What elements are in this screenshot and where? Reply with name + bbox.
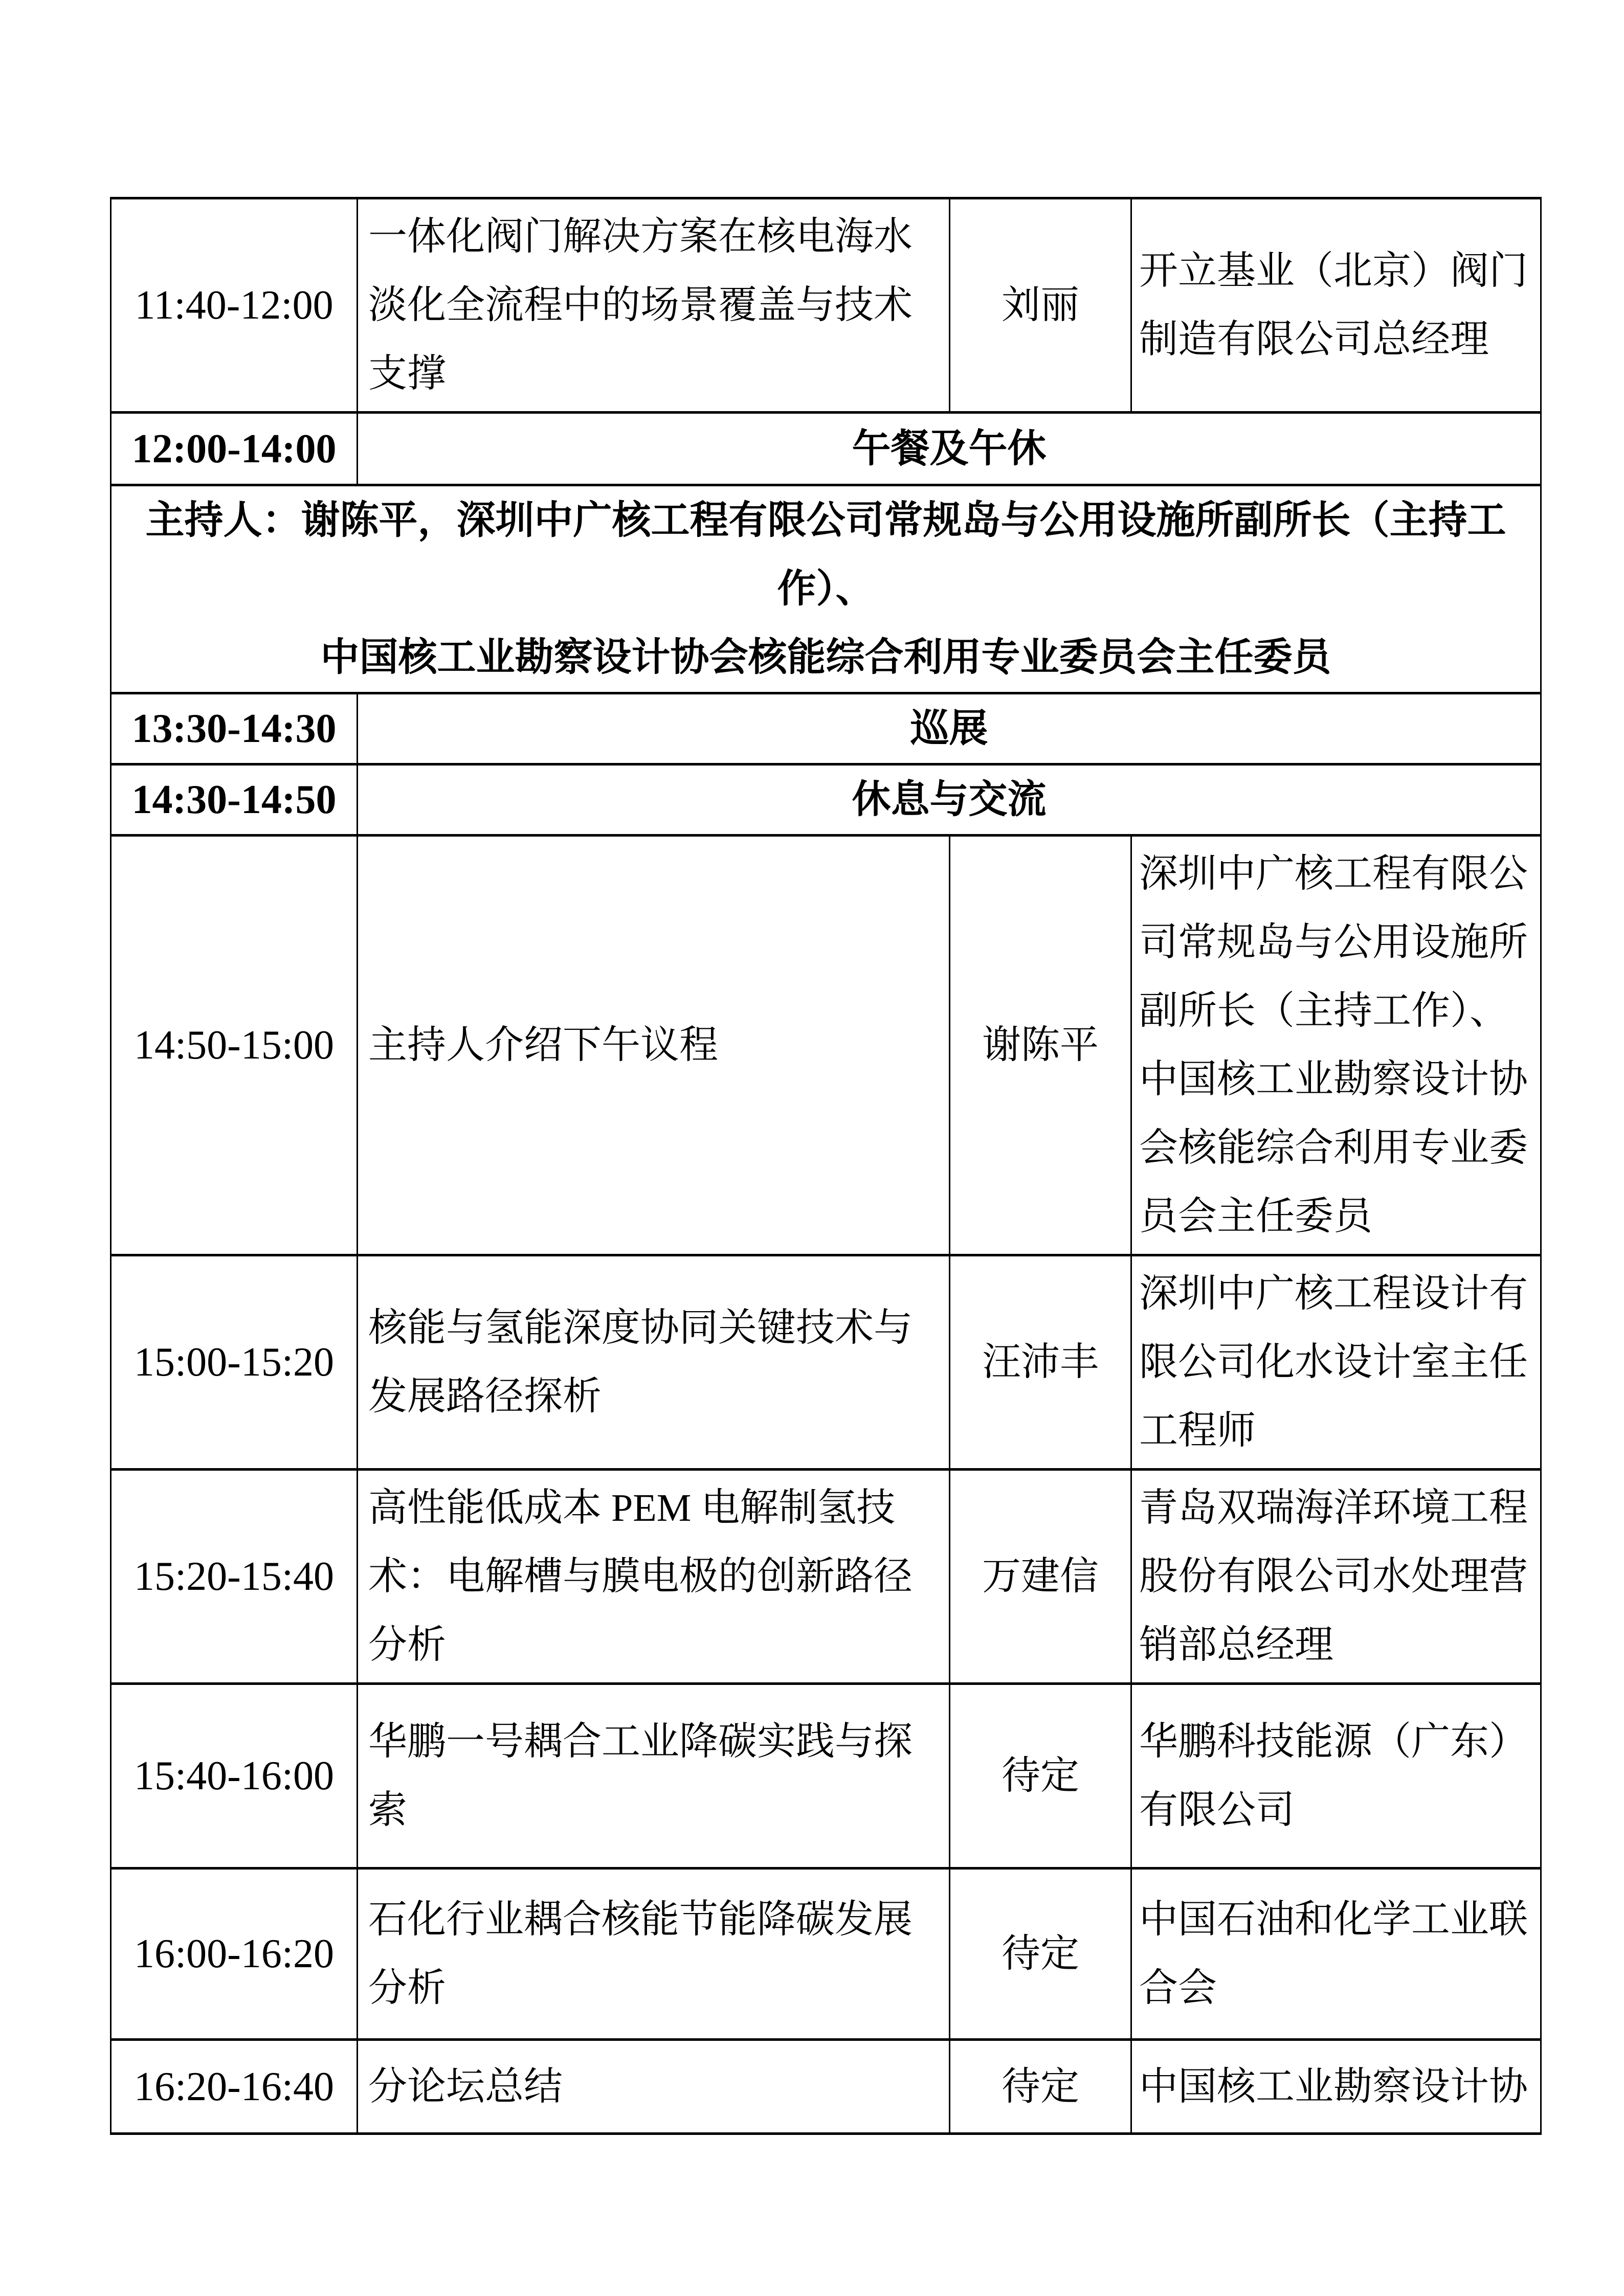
time-cell: 14:50-15:00 [111,836,358,1255]
speaker-cell: 刘丽 [950,198,1131,413]
time-cell: 15:40-16:00 [111,1684,358,1869]
agenda-row [111,198,1541,413]
moderator-cell [111,485,1541,693]
agenda-row [111,1684,1541,1869]
time-cell: 14:30-14:50 [111,764,358,836]
break-label-cell: 午餐及午休 [358,413,1541,485]
time-cell: 15:20-15:40 [111,1470,358,1684]
break-label-cell: 巡展 [358,693,1541,764]
agenda-row [111,1255,1541,1470]
topic-cell: 核能与氢能深度协同关键技术与发展路径探析 [358,1255,950,1470]
agenda-row [111,1869,1541,2040]
agenda-row [111,1470,1541,1684]
speaker-cell: 汪沛丰 [950,1255,1131,1470]
time-cell: 15:00-15:20 [111,1255,358,1470]
agenda-row [111,693,1541,764]
affiliation-cell: 中国石油和化学工业联合会 [1131,1869,1541,2040]
moderator-line-2: 中国核工业勘察设计协会核能综合利用专业委员会主任委员 [320,636,1331,679]
topic-cell: 一体化阀门解决方案在核电海水淡化全流程中的场景覆盖与技术支撑 [358,198,950,413]
time-cell: 13:30-14:30 [111,693,358,764]
speaker-cell: 谢陈平 [950,836,1131,1255]
speaker-cell: 待定 [950,2040,1131,2134]
topic-cell: 石化行业耦合核能节能降碳发展分析 [358,1869,950,2040]
agenda-row [111,836,1541,1255]
agenda-row [111,413,1541,485]
affiliation-cell: 华鹏科技能源（广东）有限公司 [1131,1684,1541,1869]
topic-cell: 华鹏一号耦合工业降碳实践与探索 [358,1684,950,1869]
topic-cell: 高性能低成本 PEM 电解制氢技术：电解槽与膜电极的创新路径分析 [358,1470,950,1684]
affiliation-cell: 深圳中广核工程有限公司常规岛与公用设施所副所长（主持工作）、中国核工业勘察设计协会核能综合利用专业委员会主任委员 [1131,836,1541,1255]
agenda-row [111,2040,1541,2134]
time-cell: 11:40-12:00 [111,198,358,413]
affiliation-cell: 深圳中广核工程设计有限公司化水设计室主任工程师 [1131,1255,1541,1470]
topic-cell: 分论坛总结 [358,2040,950,2134]
affiliation-cell: 青岛双瑞海洋环境工程股份有限公司水处理营销部总经理 [1131,1470,1541,1684]
agenda-row [111,764,1541,836]
agenda-table [110,197,1542,2135]
time-cell: 16:20-16:40 [111,2040,358,2134]
speaker-cell: 万建信 [950,1470,1131,1684]
speaker-cell: 待定 [950,1684,1131,1869]
affiliation-cell: 开立基业（北京）阀门制造有限公司总经理 [1131,198,1541,413]
break-label-cell: 休息与交流 [358,764,1541,836]
time-cell: 12:00-14:00 [111,413,358,485]
time-cell: 16:00-16:20 [111,1869,358,2040]
affiliation-cell: 中国核工业勘察设计协 [1131,2040,1541,2134]
speaker-cell: 待定 [950,1869,1131,2040]
topic-cell: 主持人介绍下午议程 [358,836,950,1255]
moderator-line-1: 主持人：谢陈平，深圳中广核工程有限公司常规岛与公用设施所副所长（主持工作）、 [145,499,1506,611]
agenda-row [111,485,1541,693]
